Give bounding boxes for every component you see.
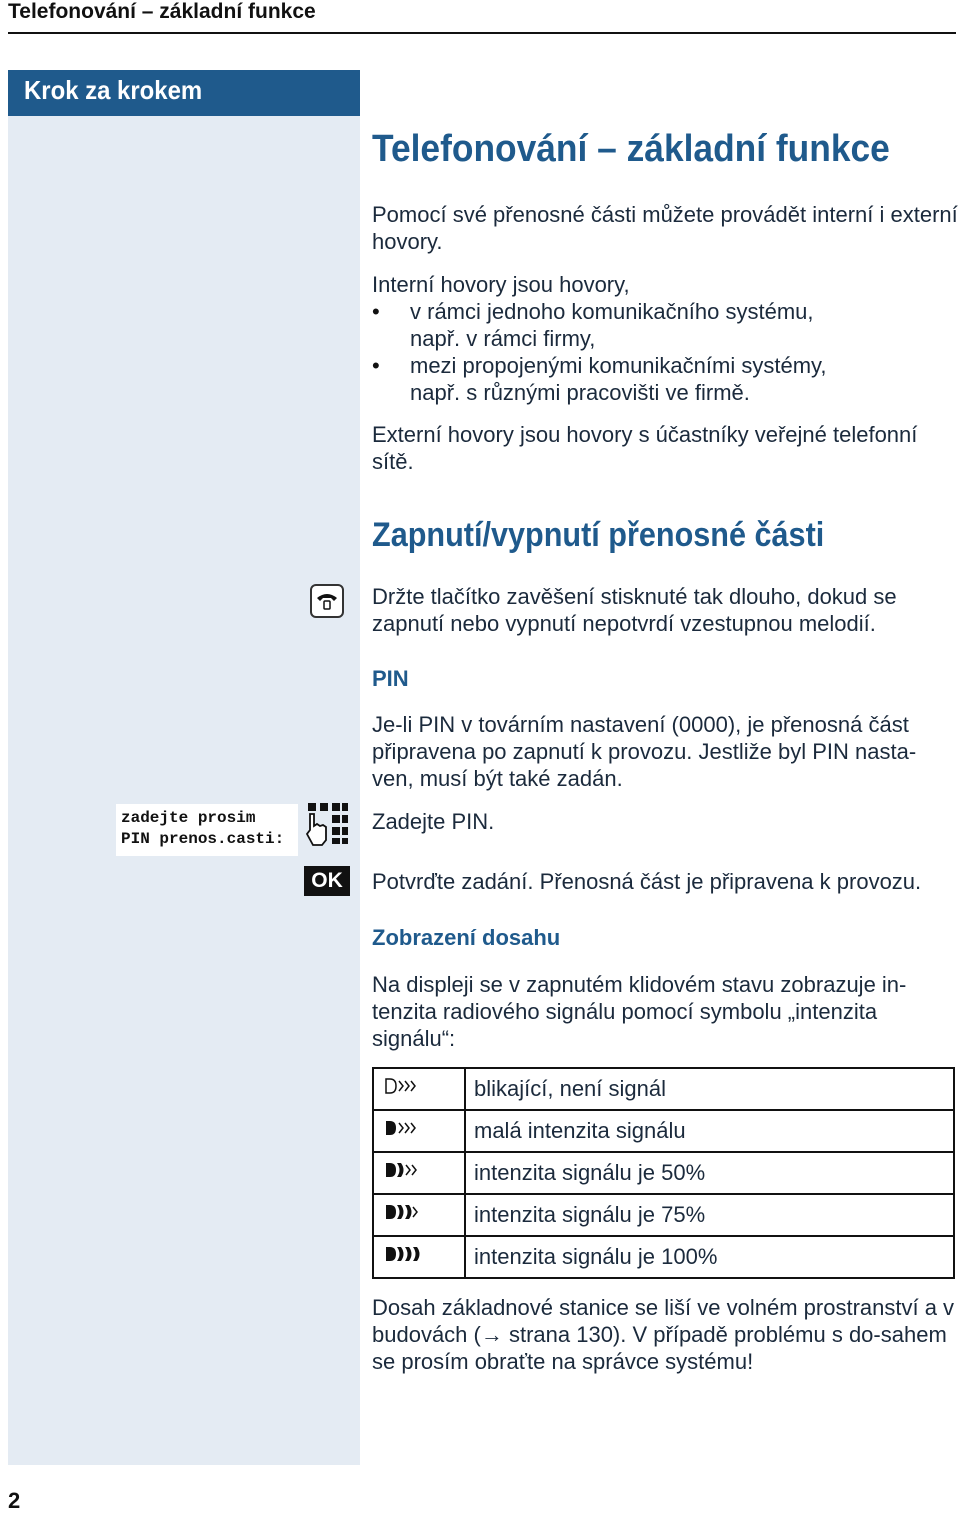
handset-display bbox=[116, 804, 298, 856]
signal-label: intenzita signálu je 50% bbox=[465, 1152, 954, 1194]
signal-50-icon bbox=[373, 1152, 465, 1194]
end-call-key-icon bbox=[310, 584, 344, 618]
confirm-text: Potvrďte zadání. Přenosná část je připravena k provozu. bbox=[372, 869, 922, 894]
page-reference-link[interactable]: strana 130). V případě problému s do-sahem se prosím obraťte na správce systému! bbox=[372, 1322, 947, 1374]
arrow-right-icon: → bbox=[480, 1322, 503, 1347]
range-footer-text: Dosah základnové stanice se liší ve volném prostranství a v budovách ( bbox=[372, 1295, 955, 1347]
range-heading: Zobrazení dosahu bbox=[372, 925, 561, 950]
display-line: PIN prenos.casti: bbox=[121, 830, 285, 848]
enter-pin-text: Zadejte PIN. bbox=[372, 809, 495, 834]
signal-none-icon bbox=[373, 1068, 465, 1110]
page-title: Telefonování – základní funkce bbox=[372, 128, 890, 170]
table-row bbox=[373, 1194, 954, 1236]
list-item-line: • mezi propojenými komunikačními systémy, bbox=[410, 353, 827, 378]
signal-label: intenzita signálu je 75% bbox=[465, 1194, 954, 1236]
ok-key: OK bbox=[304, 866, 350, 896]
sidebar-title: Krok za krokem bbox=[24, 75, 203, 105]
header-rule bbox=[8, 32, 956, 34]
keypad-hand-icon bbox=[304, 800, 350, 846]
pin-paragraph: Je-li PIN v továrním nastavení (0000), je přenosná část připravena po zapnutí k provozu. Jestliže byl PIN nasta-ven, musí být také zadán. bbox=[372, 712, 917, 791]
pin-heading: PIN bbox=[372, 666, 409, 691]
table-row bbox=[373, 1110, 954, 1152]
signal-low-icon bbox=[373, 1110, 465, 1152]
intro-paragraph: Pomocí své přenosné části můžete provádět interní i externí hovory. bbox=[372, 202, 958, 254]
sidebar-panel bbox=[8, 70, 360, 1465]
list-item-line: např. s různými pracovišti ve firmě. bbox=[410, 380, 750, 405]
signal-label: blikající, není signál bbox=[465, 1068, 954, 1110]
signal-label: malá intenzita signálu bbox=[465, 1110, 954, 1152]
internal-calls-lead: Interní hovory jsou hovory, bbox=[372, 272, 630, 297]
range-footer-paragraph bbox=[372, 1294, 956, 1375]
list-item-line: • v rámci jednoho komunikačního systému, bbox=[410, 299, 814, 324]
section-title-onoff: Zapnutí/vypnutí přenosné části bbox=[372, 516, 825, 554]
table-row bbox=[373, 1236, 954, 1278]
onoff-paragraph: Držte tlačítko zavěšení stisknuté tak dlouho, dokud se zapnutí nebo vypnutí nepotvrdí vzestupnou melodií. bbox=[372, 584, 897, 636]
signal-100-icon bbox=[373, 1236, 465, 1278]
signal-75-icon bbox=[373, 1194, 465, 1236]
list-item-line: např. v rámci firmy, bbox=[410, 326, 596, 351]
signal-label: intenzita signálu je 100% bbox=[465, 1236, 954, 1278]
running-header: Telefonování – základní funkce bbox=[8, 0, 316, 23]
list-item bbox=[372, 298, 960, 352]
range-paragraph: Na displeji se v zapnutém klidovém stavu zobrazuje in-tenzita radiového signálu pomocí symbolu „intenzita signálu“: bbox=[372, 972, 907, 1051]
page-number: 2 bbox=[8, 1488, 21, 1513]
internal-calls-list bbox=[372, 298, 960, 406]
display-line: zadejte prosim bbox=[121, 809, 256, 827]
table-row bbox=[373, 1152, 954, 1194]
external-calls-paragraph: Externí hovory jsou hovory s účastníky veřejné telefonní sítě. bbox=[372, 422, 918, 474]
list-item bbox=[372, 352, 960, 406]
signal-strength-table bbox=[372, 1067, 955, 1279]
internal-calls-block bbox=[372, 271, 960, 406]
table-row bbox=[373, 1068, 954, 1110]
